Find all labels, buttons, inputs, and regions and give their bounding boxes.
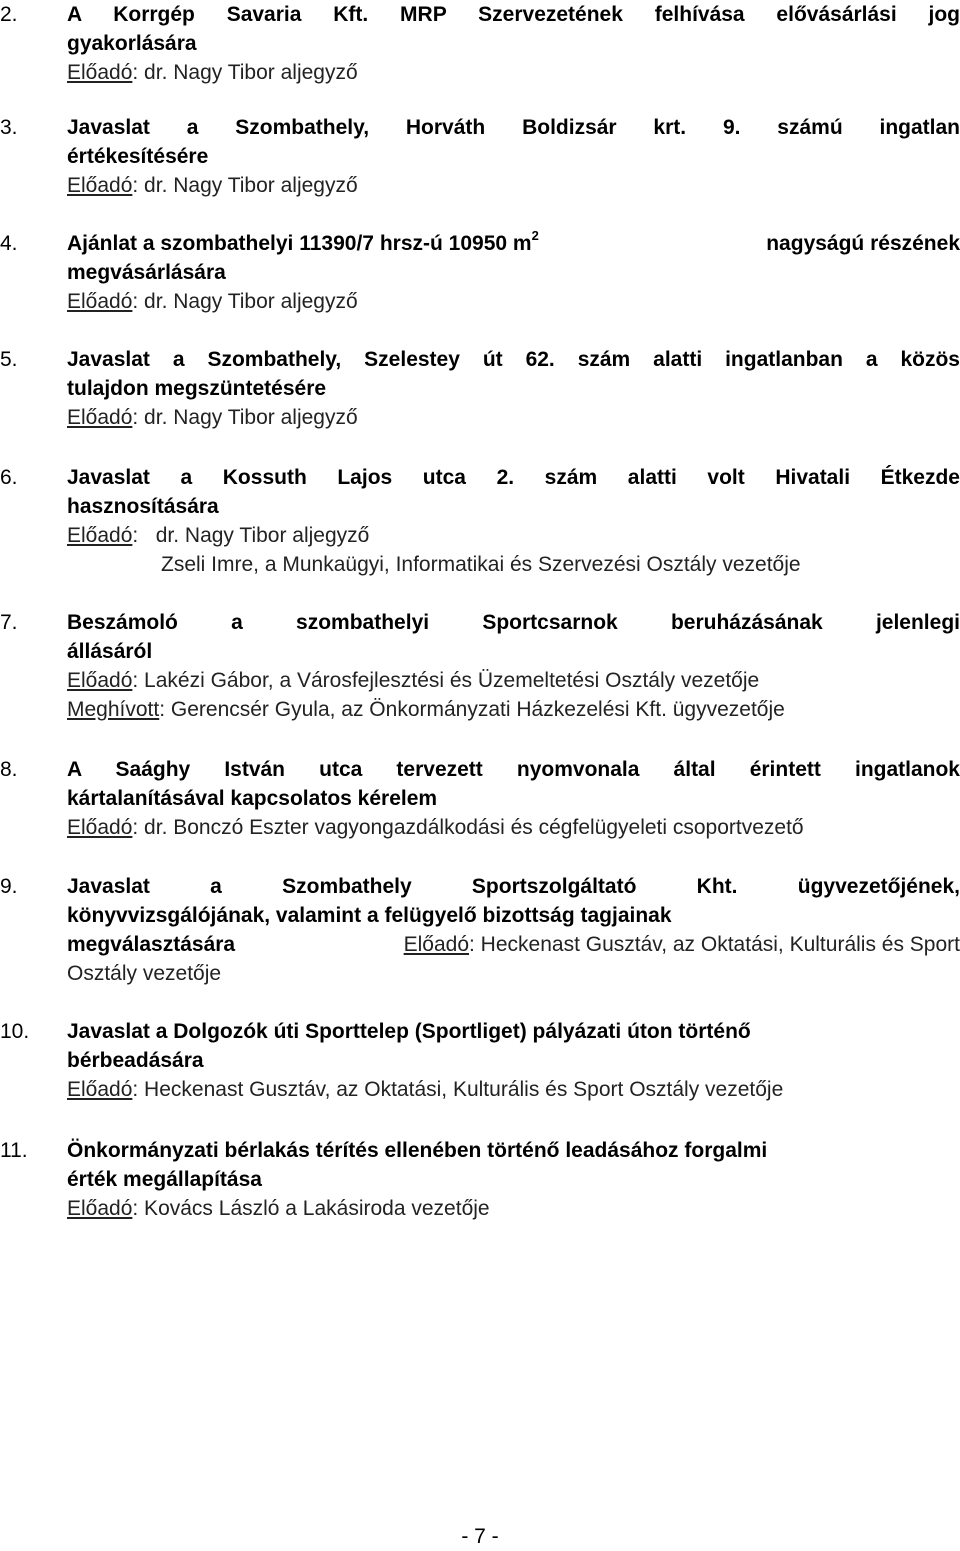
presenter-name: : dr. Nagy Tibor aljegyző — [132, 290, 358, 313]
presenter-name: : Heckenast Gusztáv, az Oktatási, Kulturális és Sport Osztály vezetője — [132, 1078, 784, 1101]
presenter-label: Előadó — [67, 61, 133, 84]
presenter-line — [67, 666, 960, 695]
item-title-line — [67, 229, 960, 258]
item-title-line: A Korrgép Savaria Kft. MRP Szervezetének felhívása elővásárlási jog — [67, 3, 960, 26]
presenter-label: Előadó — [403, 933, 470, 956]
item-body — [67, 229, 960, 316]
presenter-line — [67, 403, 960, 432]
item-number: 11. — [0, 1139, 28, 1162]
item-number: 6. — [0, 466, 18, 489]
item-number: 9. — [0, 875, 18, 898]
item-title-line: gyakorlására — [67, 32, 197, 55]
item-title-line: bérbeadására — [67, 1049, 204, 1072]
item-title-line: érték megállapítása — [67, 1168, 262, 1191]
item-title-line: Önkormányzati bérlakás térítés ellenében történő leadásához forgalmi — [67, 1139, 768, 1162]
presenter-line — [67, 287, 960, 316]
presenter-label: Előadó — [67, 1197, 133, 1220]
item-body — [67, 755, 960, 842]
presenter-label: Előadó — [67, 174, 133, 197]
item-body — [67, 1017, 960, 1104]
item-body — [67, 608, 960, 724]
item-number: 7. — [0, 611, 18, 634]
presenter-line — [67, 1194, 960, 1223]
item-title-line: értékesítésére — [67, 145, 209, 168]
presenter-name: : dr. Bonczó Eszter vagyongazdálkodási és cégfelügyeleti csoportvezető — [132, 816, 804, 839]
presenter-name: : Heckenast Gusztáv, az Oktatási, Kulturális és Sport — [469, 933, 960, 956]
presenter-name: : dr. Nagy Tibor aljegyző — [132, 524, 370, 547]
item-title-line: állásáról — [67, 640, 153, 663]
item-number: 8. — [0, 758, 18, 781]
item-body — [67, 463, 960, 579]
presenter-name: : dr. Nagy Tibor aljegyző — [132, 174, 358, 197]
item-title-line: tulajdon megszüntetésére — [67, 377, 327, 400]
presenter-line — [67, 1075, 960, 1104]
item-title-line: kártalanításával kapcsolatos kérelem — [67, 787, 438, 810]
presenter-inline — [404, 930, 960, 959]
presenter-line — [67, 521, 960, 550]
presenter-label: Előadó — [67, 290, 133, 313]
superscript: 2 — [531, 228, 539, 243]
item-title-line: A Saághy István utca tervezett nyomvonala által érintett ingatlanok — [67, 758, 960, 781]
presenter-name: : dr. Nagy Tibor aljegyző — [132, 61, 358, 84]
item-title-line — [67, 930, 960, 959]
presenter-name: : Kovács László a Lakásiroda vezetője — [132, 1197, 490, 1220]
presenter-line — [67, 58, 960, 87]
title-main: Ajánlat a szombathelyi 11390/7 hrsz-ú 10950 m — [67, 232, 532, 255]
item-body — [67, 113, 960, 200]
item-title-line: Javaslat a Szombathely Sportszolgáltató Kht. ügyvezetőjének, — [67, 875, 960, 898]
item-title-text: nagyságú részének — [766, 232, 960, 255]
presenter-label: Előadó — [67, 406, 133, 429]
presenter-line — [67, 171, 960, 200]
item-body — [67, 345, 960, 432]
item-title-text — [67, 229, 539, 258]
item-title-line: Javaslat a Szombathely, Szelestey út 62. szám alatti ingatlanban a közös — [67, 348, 960, 371]
item-title-line: Javaslat a Szombathely, Horváth Boldizsár krt. 9. számú ingatlan — [67, 116, 960, 139]
item-body — [67, 1136, 960, 1223]
item-title-line: könyvvizsgálójának, valamint a felügyelő bizottság tagjainak — [67, 904, 672, 927]
invited-line — [67, 695, 960, 724]
presenter-name: : Lakézi Gábor, a Városfejlesztési és Üzemeltetési Osztály vezetője — [132, 669, 760, 692]
invited-label: Meghívott — [67, 698, 160, 721]
item-title-line: hasznosítására — [67, 495, 219, 518]
item-number: 5. — [0, 348, 18, 371]
presenter-line — [67, 813, 960, 842]
item-number: 3. — [0, 116, 18, 139]
presenter-label: Előadó — [67, 816, 133, 839]
item-title-text: megválasztására — [67, 933, 236, 956]
item-title-line: megvásárlására — [67, 261, 226, 284]
item-body — [67, 872, 960, 988]
item-body — [67, 0, 960, 87]
presenter-line: Osztály vezetője — [67, 962, 222, 985]
invited-name: : Gerencsér Gyula, az Önkormányzati Házkezelési Kft. ügyvezetője — [159, 698, 785, 721]
item-title-line: Javaslat a Dolgozók úti Sporttelep (Sportliget) pályázati úton történő — [67, 1020, 751, 1043]
presenter-name: : dr. Nagy Tibor aljegyző — [132, 406, 358, 429]
presenter-label: Előadó — [67, 524, 133, 547]
item-title-line: Beszámoló a szombathelyi Sportcsarnok beruházásának jelenlegi — [67, 611, 960, 634]
presenter-line: Zseli Imre, a Munkaügyi, Informatikai és Szervezési Osztály vezetője — [161, 553, 801, 576]
item-number: 4. — [0, 232, 18, 255]
page-number: - 7 - — [461, 1525, 499, 1548]
item-title-line: Javaslat a Kossuth Lajos utca 2. szám alatti volt Hivatali Étkezde — [67, 466, 960, 489]
item-number: 2. — [0, 3, 18, 26]
presenter-label: Előadó — [67, 1078, 133, 1101]
item-number: 10. — [0, 1020, 30, 1043]
presenter-label: Előadó — [67, 669, 133, 692]
